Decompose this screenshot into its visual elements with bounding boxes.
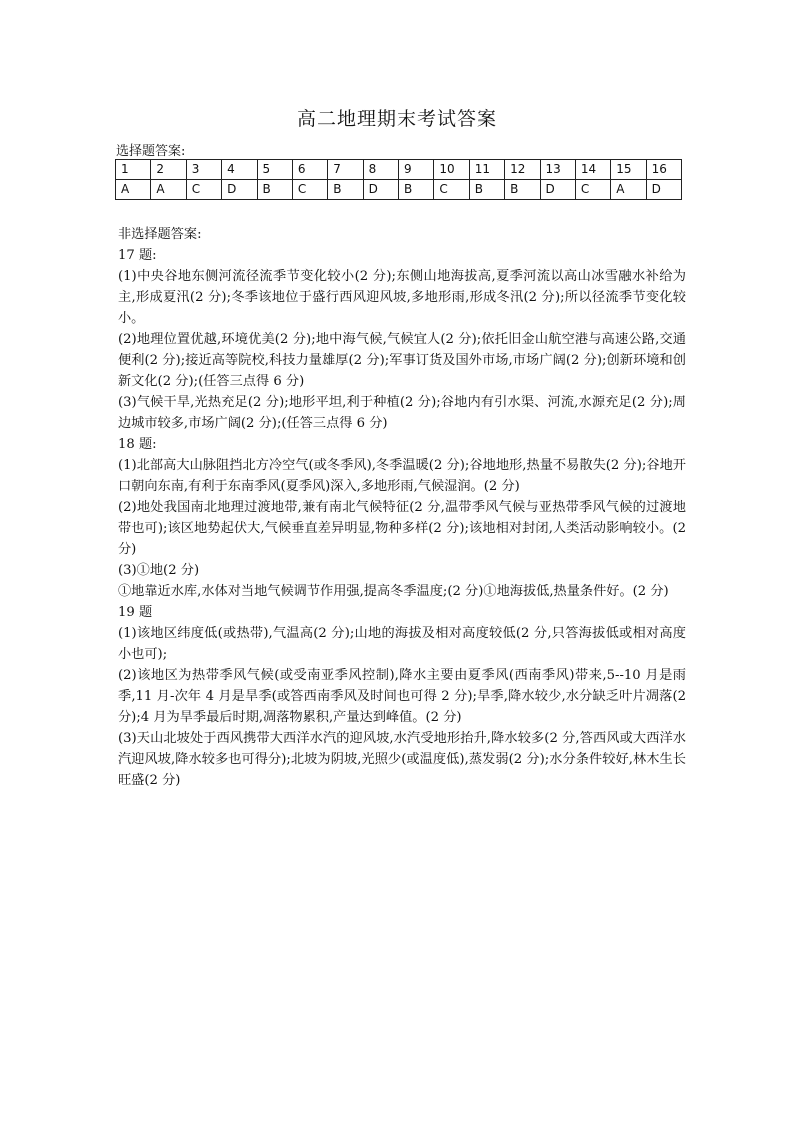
answer-cell: B bbox=[399, 180, 434, 200]
question-number-cell: 15 bbox=[611, 160, 646, 180]
question-18-part-3-reason: ①地靠近水库,水体对当地气候调节作用强,提高冬季温度;(2 分)①地海拔低,热量条件好。(2 分) bbox=[118, 584, 669, 599]
answer-cell: A bbox=[116, 180, 151, 200]
answer-cell: D bbox=[363, 180, 398, 200]
question-number-cell: 13 bbox=[540, 160, 575, 180]
answer-cell: B bbox=[469, 180, 504, 200]
answer-cell: B bbox=[328, 180, 363, 200]
question-18-heading: 18 题: bbox=[118, 437, 157, 452]
question-19-part-2: (2)该地区为热带季风气候(或受南亚季风控制),降水主要由夏季风(西南季风)带来,5--10 月是雨季,11 月-次年 4 月是旱季(或答西南季风及时间也可得 2 分);旱季,降水较少,水分缺乏叶片凋落(2 分);4 月为旱季最后时期,凋落物累积,产量达到峰值。(2 分) bbox=[118, 668, 686, 725]
question-number-cell: 8 bbox=[363, 160, 398, 180]
question-number-cell: 9 bbox=[399, 160, 434, 180]
question-19-part-3: (3)天山北坡处于西风携带大西洋水汽的迎风坡,水汽受地形抬升,降水较多(2 分,答西风或大西洋水汽迎风坡,降水较多也可得分);北坡为阴坡,光照少(或温度低),蒸发弱(2 分);水分条件较好,林木生长旺盛(2 分) bbox=[118, 731, 686, 788]
question-number-cell: 5 bbox=[257, 160, 292, 180]
question-17-part-2: (2)地理位置优越,环境优美(2 分);地中海气候,气候宜人(2 分);依托旧金山航空港与高速公路,交通便利(2 分);接近高等院校,科技力量雄厚(2 分);军事订货及国外市场,市场广阔(2 分);创新环境和创新文化(2 分);(任答三点得 6 分) bbox=[118, 332, 686, 389]
answer-cell: A bbox=[151, 180, 186, 200]
answer-cell: C bbox=[292, 180, 327, 200]
page-title: 高二地理期末考试答案 bbox=[296, 108, 497, 130]
question-19-part-1: (1)该地区纬度低(或热带),气温高(2 分);山地的海拔及相对高度较低(2 分,只答海拔低或相对高度小也可); bbox=[118, 626, 686, 662]
answer-cell: B bbox=[257, 180, 292, 200]
answer-cell: D bbox=[222, 180, 257, 200]
section-label: 非选择题答案: bbox=[118, 227, 202, 242]
question-number-cell: 6 bbox=[292, 160, 327, 180]
question-number-cell: 7 bbox=[328, 160, 363, 180]
question-17-heading: 17 题: bbox=[118, 248, 157, 263]
answer-cell: C bbox=[186, 180, 221, 200]
question-number-cell: 16 bbox=[646, 160, 681, 180]
answer-cell: D bbox=[540, 180, 575, 200]
question-18-part-2: (2)地处我国南北地理过渡地带,兼有南北气候特征(2 分,温带季风气候与亚热带季风气候的过渡地带也可);该区地势起伏大,气候垂直差异明显,物种多样(2 分);该地相对封闭,人类活动影响较小。(2 分) bbox=[118, 500, 686, 557]
question-number-cell: 3 bbox=[186, 160, 221, 180]
question-17-part-3: (3)气候干旱,光热充足(2 分);地形平坦,利于种植(2 分);谷地内有引水渠、河流,水源充足(2 分);周边城市较多,市场广阔(2 分);(任答三点得 6 分) bbox=[118, 395, 686, 431]
question-number-cell: 11 bbox=[469, 160, 504, 180]
answer-row bbox=[116, 180, 682, 200]
question-number-row bbox=[116, 160, 682, 180]
answer-cell: B bbox=[505, 180, 540, 200]
answer-cell: C bbox=[575, 180, 610, 200]
question-number-cell: 1 bbox=[116, 160, 151, 180]
question-18-part-1: (1)北部高大山脉阻挡北方冷空气(或冬季风),冬季温暖(2 分);谷地地形,热量不易散失(2 分);谷地开口朝向东南,有利于东南季风(夏季风)深入,多地形雨,气候湿润。(2 分) bbox=[118, 458, 686, 494]
question-number-cell: 4 bbox=[222, 160, 257, 180]
question-number-cell: 10 bbox=[434, 160, 469, 180]
question-19-heading: 19 题 bbox=[118, 605, 153, 620]
answer-cell: D bbox=[646, 180, 681, 200]
answer-table bbox=[115, 159, 682, 200]
question-number-cell: 14 bbox=[575, 160, 610, 180]
non-multiple-choice-section bbox=[118, 224, 686, 791]
question-17-part-1: (1)中央谷地东侧河流径流季节变化较小(2 分);东侧山地海拔高,夏季河流以高山冰雪融水补给为主,形成夏汛(2 分);冬季该地位于盛行西风迎风坡,多地形雨,形成冬汛(2 分);所以径流季节变化较小。 bbox=[118, 269, 686, 326]
answer-cell: A bbox=[611, 180, 646, 200]
multiple-choice-label: 选择题答案: bbox=[116, 144, 186, 159]
question-18-part-3: (3)①地(2 分) bbox=[118, 563, 200, 578]
question-number-cell: 2 bbox=[151, 160, 186, 180]
question-number-cell: 12 bbox=[505, 160, 540, 180]
answer-cell: C bbox=[434, 180, 469, 200]
